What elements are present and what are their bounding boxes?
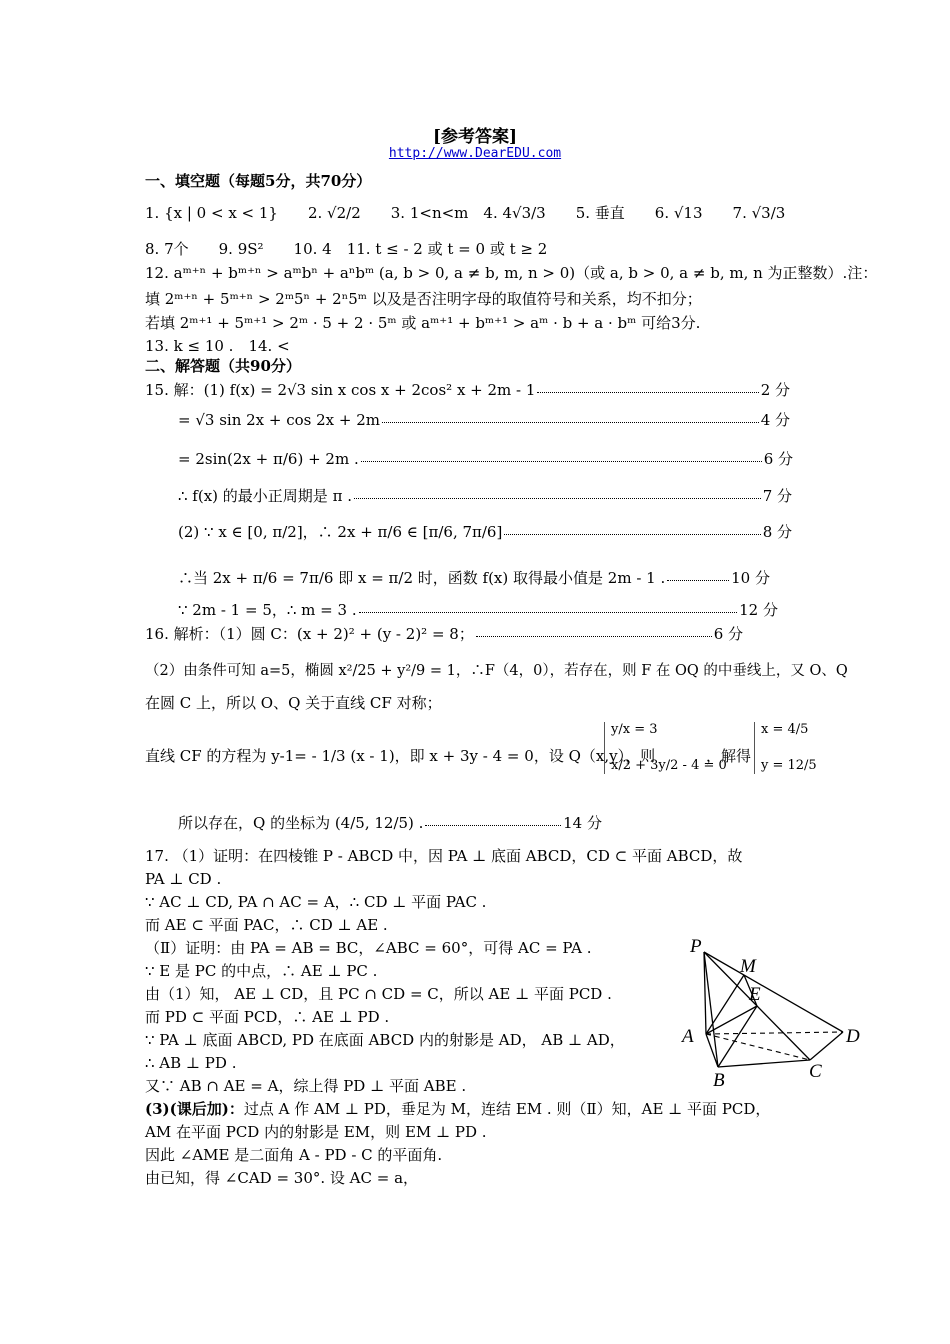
label-A: A: [682, 1026, 694, 1047]
page-title: [参考答案]: [432, 127, 518, 147]
q15-line-5: [178, 523, 792, 541]
q15-line-7: [178, 601, 778, 619]
q15-text-1: 15. 解：(1) f(x) = 2√3 sin x cos x + 2cos² x + 2m - 1: [145, 381, 536, 399]
fill-row-6: 13. k ≤ 10 . 14. <: [145, 337, 290, 355]
label-D: D: [846, 1026, 860, 1047]
q17-line-14: 因此 ∠AME 是二面角 A - PD - C 的平面角.: [145, 1146, 443, 1164]
q16-line-3: 在圆 C 上，所以 O、Q 关于直线 CF 对称；: [145, 694, 442, 712]
q16-line-4: 直线 CF 的方程为 y-1= - 1/3 (x - 1)，即 x + 3y - 4 = 0，设 Q（x,y），则: [145, 747, 656, 765]
system-eq-1: y/x = 3: [611, 722, 658, 737]
q17-line-15: 由已知，得 ∠CAD = 30°. 设 AC = a，: [145, 1169, 419, 1187]
q17-line-13: AM 在平面 PCD 内的射影是 EM，则 EM ⊥ PD .: [145, 1123, 487, 1141]
score-7: 12 分: [739, 601, 778, 619]
score-2: 4 分: [760, 411, 790, 429]
q17-part3-label: (3)(课后加)：: [145, 1100, 244, 1118]
section-fill-title: 一、填空题（每题5分，共70分）: [145, 172, 372, 190]
q17-line-7: 由（1）知， AE ⊥ CD，且 PC ∩ CD = C，所以 AE ⊥ 平面 PCD .: [145, 985, 612, 1003]
score-4: 7 分: [762, 487, 792, 505]
segment-BE: [718, 1006, 757, 1067]
q16-line-1: [145, 625, 743, 643]
label-C: C: [809, 1061, 822, 1082]
fill-row-5: 若填 2ᵐ⁺¹ + 5ᵐ⁺¹ > 2ᵐ · 5 + 2 · 5ᵐ 或 aᵐ⁺¹ + bᵐ⁺¹ > aᵐ · b + a · bᵐ 可给3分.: [145, 314, 701, 332]
score-5: 8 分: [762, 523, 792, 541]
q15-line-3: [178, 450, 793, 468]
edge-BC: [718, 1060, 810, 1067]
q17-line-5: （Ⅱ）证明：由 PA = AB = BC，∠ABC = 60°，可得 AC = PA .: [145, 939, 592, 957]
score-3: 6 分: [763, 450, 793, 468]
leader-dots: [476, 625, 712, 637]
q16-solve-word: ，解得: [706, 747, 752, 765]
q16-line-5: [178, 814, 602, 832]
q15-line-4: [178, 487, 792, 505]
leader-dots: [504, 523, 760, 535]
leader-dots: [425, 814, 561, 826]
score-9: 14 分: [563, 814, 602, 832]
pyramid-figure: [678, 932, 868, 1092]
q15-text-2: = √3 sin 2x + cos 2x + 2m: [178, 411, 381, 429]
leader-dots: [361, 450, 762, 462]
edge-CD: [810, 1032, 843, 1060]
section-solve-title: 二、解答题（共90分）: [145, 357, 301, 375]
q15-text-6: ∴当 2x + π/6 = 7π/6 即 x = π/2 时，函数 f(x) 取得最小值是 2m - 1 .: [178, 569, 666, 587]
q17-line-11: 又∵ AB ∩ AE = A，综上得 PD ⊥ 平面 ABE .: [145, 1077, 467, 1095]
q15-line-1: [145, 381, 790, 399]
q15-line-6: [178, 569, 770, 587]
q17-line-2: PA ⊥ CD .: [145, 870, 222, 888]
source-link[interactable]: http://www.DearEDU.com: [388, 146, 562, 161]
q15-text-7: ∵ 2m - 1 = 5，∴ m = 3 .: [178, 601, 357, 619]
system-eq-2: x/2 + 3y/2 - 4 = 0: [611, 758, 727, 773]
segment-AE: [706, 1006, 757, 1034]
label-B: B: [713, 1070, 725, 1091]
q15-text-4: ∴ f(x) 的最小正周期是 π .: [178, 487, 352, 505]
edge-PB: [704, 952, 718, 1067]
equation-system-2: [754, 722, 817, 774]
label-P: P: [690, 936, 702, 957]
q17-line-4: 而 AE ⊂ 平面 PAC，∴ CD ⊥ AE .: [145, 916, 388, 934]
q17-line-1: 17. （1）证明：在四棱锥 P - ABCD 中，因 PA ⊥ 底面 ABCD，CD ⊂ 平面 ABCD，故: [145, 847, 743, 865]
system-sol-1: x = 4/5: [761, 722, 809, 737]
fill-row-3: 12. aᵐ⁺ⁿ + bᵐ⁺ⁿ > aᵐbⁿ + aⁿbᵐ (a, b > 0, a ≠ b, m, n > 0)（或 a, b > 0, a ≠ b, m, n 为正整数）.注：: [145, 264, 878, 282]
q17-line-9: ∵ PA ⊥ 底面 ABCD, PD 在底面 ABCD 内的射影是 AD， AB ⊥ AD，: [145, 1031, 625, 1049]
q17-line-10: ∴ AB ⊥ PD .: [145, 1054, 237, 1072]
segment-AM: [706, 975, 744, 1034]
q15-text-5: (2) ∵ x ∈ [0, π/2]，∴ 2x + π/6 ∈ [π/6, 7π/6]: [178, 523, 503, 541]
q17-text-12: 过点 A 作 AM ⊥ PD，垂足为 M，连结 EM . 则（Ⅱ）知，AE ⊥ 平面 PCD，: [243, 1100, 771, 1118]
score-1: 2 分: [760, 381, 790, 399]
q17-line-6: ∵ E 是 PC 的中点，∴ AE ⊥ PC .: [145, 962, 378, 980]
leader-dots: [354, 487, 761, 499]
score-6: 10 分: [731, 569, 770, 587]
system-sol-2: y = 12/5: [761, 758, 817, 773]
q16-text-5: 所以存在，Q 的坐标为 (4/5, 12/5) .: [178, 814, 424, 832]
q15-line-2: [178, 411, 790, 429]
edge-AD: [706, 1032, 843, 1034]
label-E: E: [749, 984, 761, 1005]
q15-text-3: = 2sin(2x + π/6) + 2m .: [178, 450, 359, 468]
edge-PD: [704, 952, 843, 1032]
label-M: M: [740, 956, 756, 977]
score-8: 6 分: [713, 625, 743, 643]
edge-AC: [706, 1034, 810, 1060]
leader-dots: [667, 569, 729, 581]
leader-dots: [359, 601, 738, 613]
fill-row-1: 1. {x | 0 < x < 1} 2. √2/2 3. 1<n<m 4. 4√3/3 5. 垂直 6. √13 7. √3/3: [145, 204, 786, 222]
fill-row-2: 8. 7个 9. 9S² 10. 4 11. t ≤ - 2 或 t = 0 或 t ≥ 2: [145, 240, 548, 258]
q17-line-12: [145, 1100, 770, 1118]
q16-text-1: 16. 解析：（1）圆 C：(x + 2)² + (y - 2)² = 8；: [145, 625, 474, 643]
fill-row-4: 填 2ᵐ⁺ⁿ + 5ᵐ⁺ⁿ > 2ᵐ5ⁿ + 2ⁿ5ᵐ 以及是否注明字母的取值符号和关系，均不扣分；: [145, 290, 702, 308]
q17-line-3: ∵ AC ⊥ CD, PA ∩ AC = A，∴ CD ⊥ 平面 PAC .: [145, 893, 487, 911]
leader-dots: [382, 411, 759, 423]
q17-line-8: 而 PD ⊂ 平面 PCD，∴ AE ⊥ PD .: [145, 1008, 390, 1026]
q16-line-2: （2）由条件可知 a=5，椭圆 x²/25 + y²/9 = 1，∴F（4，0），若存在，则 F 在 OQ 的中垂线上，又 O、Q: [145, 663, 848, 679]
leader-dots: [537, 381, 758, 393]
